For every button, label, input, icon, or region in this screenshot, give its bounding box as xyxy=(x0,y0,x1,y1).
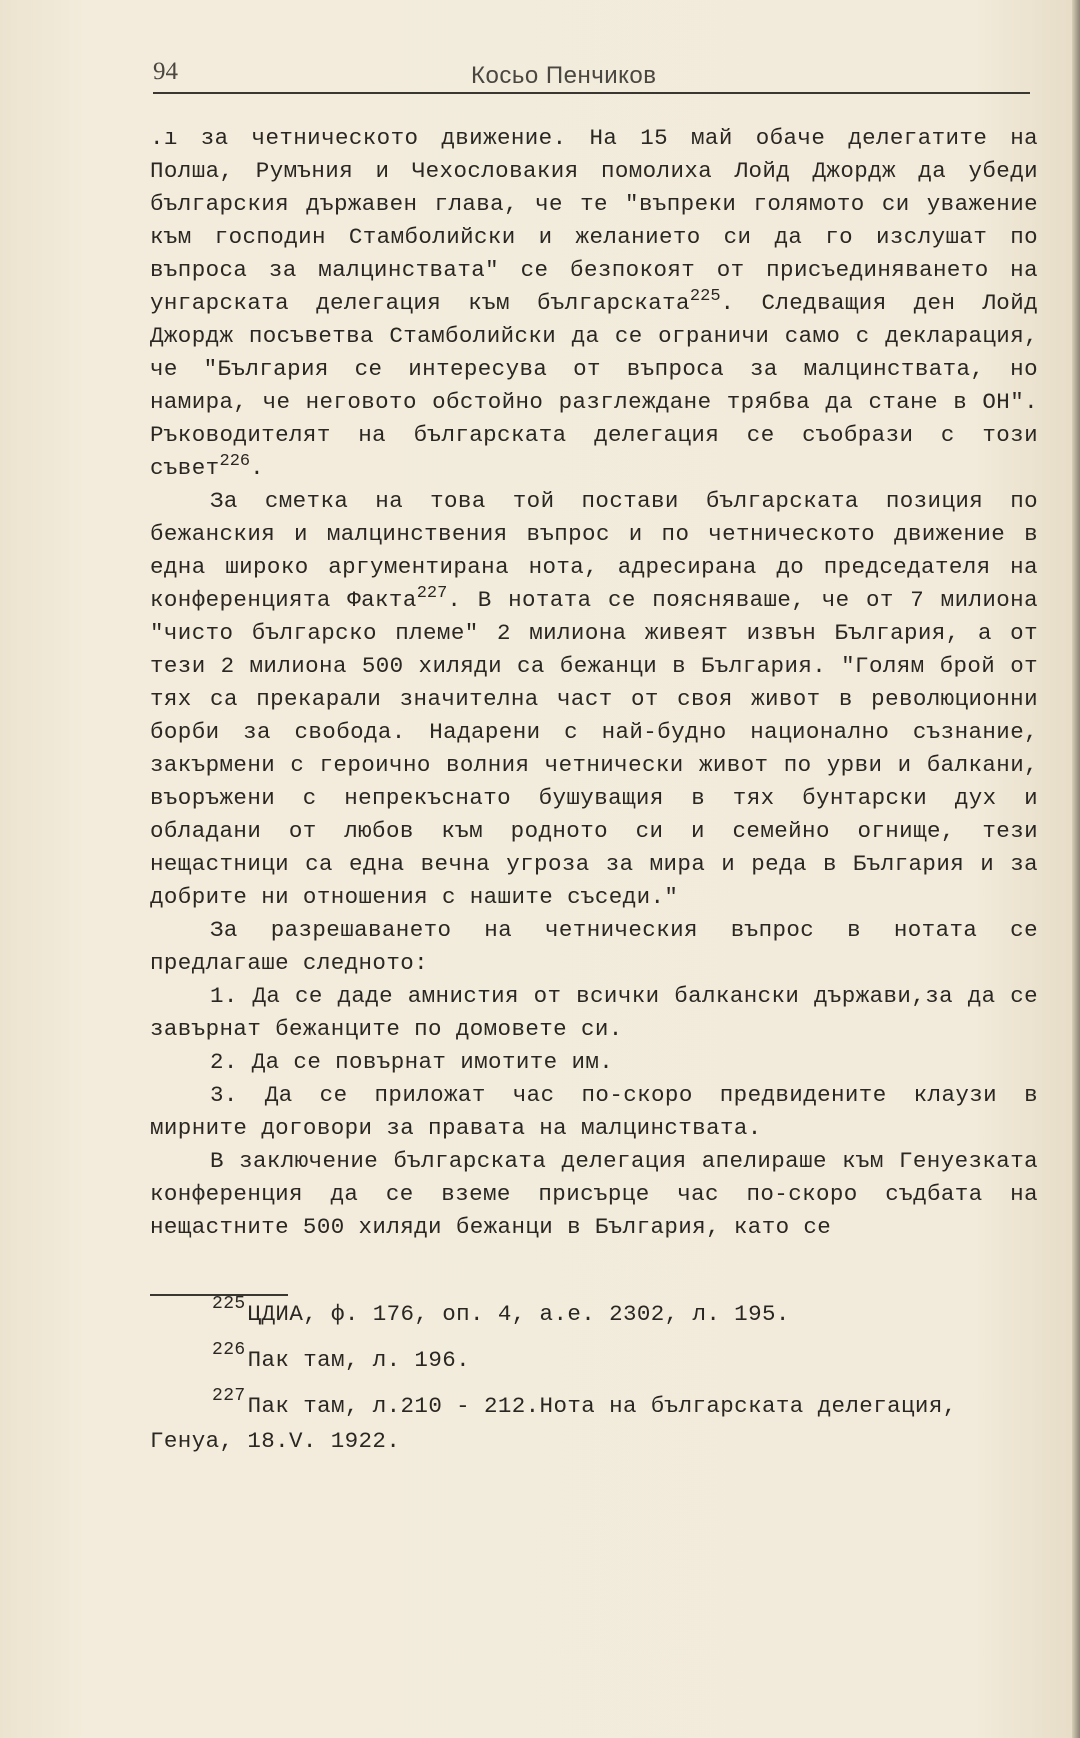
footnote-ref-227: 227 xyxy=(416,584,448,603)
footnote-number: 226 xyxy=(212,1340,246,1360)
paragraph-1-end: . xyxy=(250,455,265,481)
footnote-text: ЦДИА, ф. 176, оп. 4, а.е. 2302, л. 195. xyxy=(247,1301,790,1327)
footnotes xyxy=(150,1294,1038,1458)
paragraph-2-text: За сметка на това той постави българската позиция по бежанския и малцинствения въпрос и по четническото движение в една широко аргументирана нота, адресирана до председателя на конференцията Факта xyxy=(150,488,1038,613)
page-number: 94 xyxy=(153,58,178,85)
page-header xyxy=(153,58,1030,94)
paragraph-1-text: .ı за четническото движение. На 15 май обаче делегатите на Полша, Румъния и Чехословакия помолиха Лойд Джордж да убеди българския държавен глава, че те "въпреки голямото си уважение към господин Стамболийски и желанието си да го изслушат по въпроса за малцинствата" се безпокоят от присъединяването на унгарската делегация към българската xyxy=(150,125,1038,316)
footnote-ref-226: 226 xyxy=(219,452,251,471)
footnote-ref-225: 225 xyxy=(689,287,721,306)
footnote-text: Пак там, л.210 - 212.Нота на българската делегация, xyxy=(247,1393,957,1419)
footnote-text: Пак там, л. 196. xyxy=(247,1347,471,1373)
body-text xyxy=(150,122,1038,1244)
footnote-number: 225 xyxy=(212,1294,246,1314)
footnote-226 xyxy=(150,1340,1038,1379)
paragraph-2 xyxy=(150,485,1038,914)
list-item-3: 3. Да се приложат час по-скоро предвидените клаузи в мирните договори за правата на малцинствата. xyxy=(150,1082,1038,1141)
footnote-227 xyxy=(150,1386,1038,1425)
footnote-225 xyxy=(150,1294,1038,1333)
paragraph-1 xyxy=(150,122,1038,485)
list-item-1: 1. Да се даде амнистия от всички балкански държави,за да се завърнат бежанците по домовете си. xyxy=(150,983,1038,1042)
footnote-number: 227 xyxy=(212,1386,246,1406)
paragraph-3: За разрешаването на четническия въпрос в нотата се предлагаше следното: xyxy=(150,917,1038,976)
footnote-227-continuation: Генуа, 18.V. 1922. xyxy=(150,1428,401,1454)
page-edge-shadow xyxy=(1072,0,1080,1738)
paragraph-4: В заключение българската делегация апелираше към Генуезката конференция да се вземе присърце час по-скоро съдбата на нещастните 500 хиляди бежанци в България, като се xyxy=(150,1148,1038,1240)
list-item-2: 2. Да се повърнат имотите им. xyxy=(210,1049,614,1075)
running-title: Косьо Пенчиков xyxy=(471,62,657,89)
paragraph-1-text-cont: . Следващия ден Лойд Джордж посъветва Стамболийски да се ограничи само с декларация, че "България се интересува от въпроса за малцинствата, но намира, че неговото обстойно разглеждане трябва да стане в ОН". Ръководителят на българската делегация се съобрази с този съвет xyxy=(150,290,1039,481)
paragraph-2-text-cont: . В нотата се поясняваше, че от 7 милиона "чисто българско племе" 2 милиона живеят извън България, а от тези 2 милиона 500 хиляди са бежанци в България. "Голям брой от тях са прекарали значителна част от своя живот в революционни борби за свобода. Надарени с най-будно национално съзнание, закърмени с героично волния четнически живот по урви и балкани, въоръжени с непрекъснато бушуващия в тях бунтарски дух и обладани от любов към родното си и семейно огнище, тези нещастници са една вечна угроза за мира и реда в България и за добрите ни отношения с нашите съседи." xyxy=(150,587,1038,910)
